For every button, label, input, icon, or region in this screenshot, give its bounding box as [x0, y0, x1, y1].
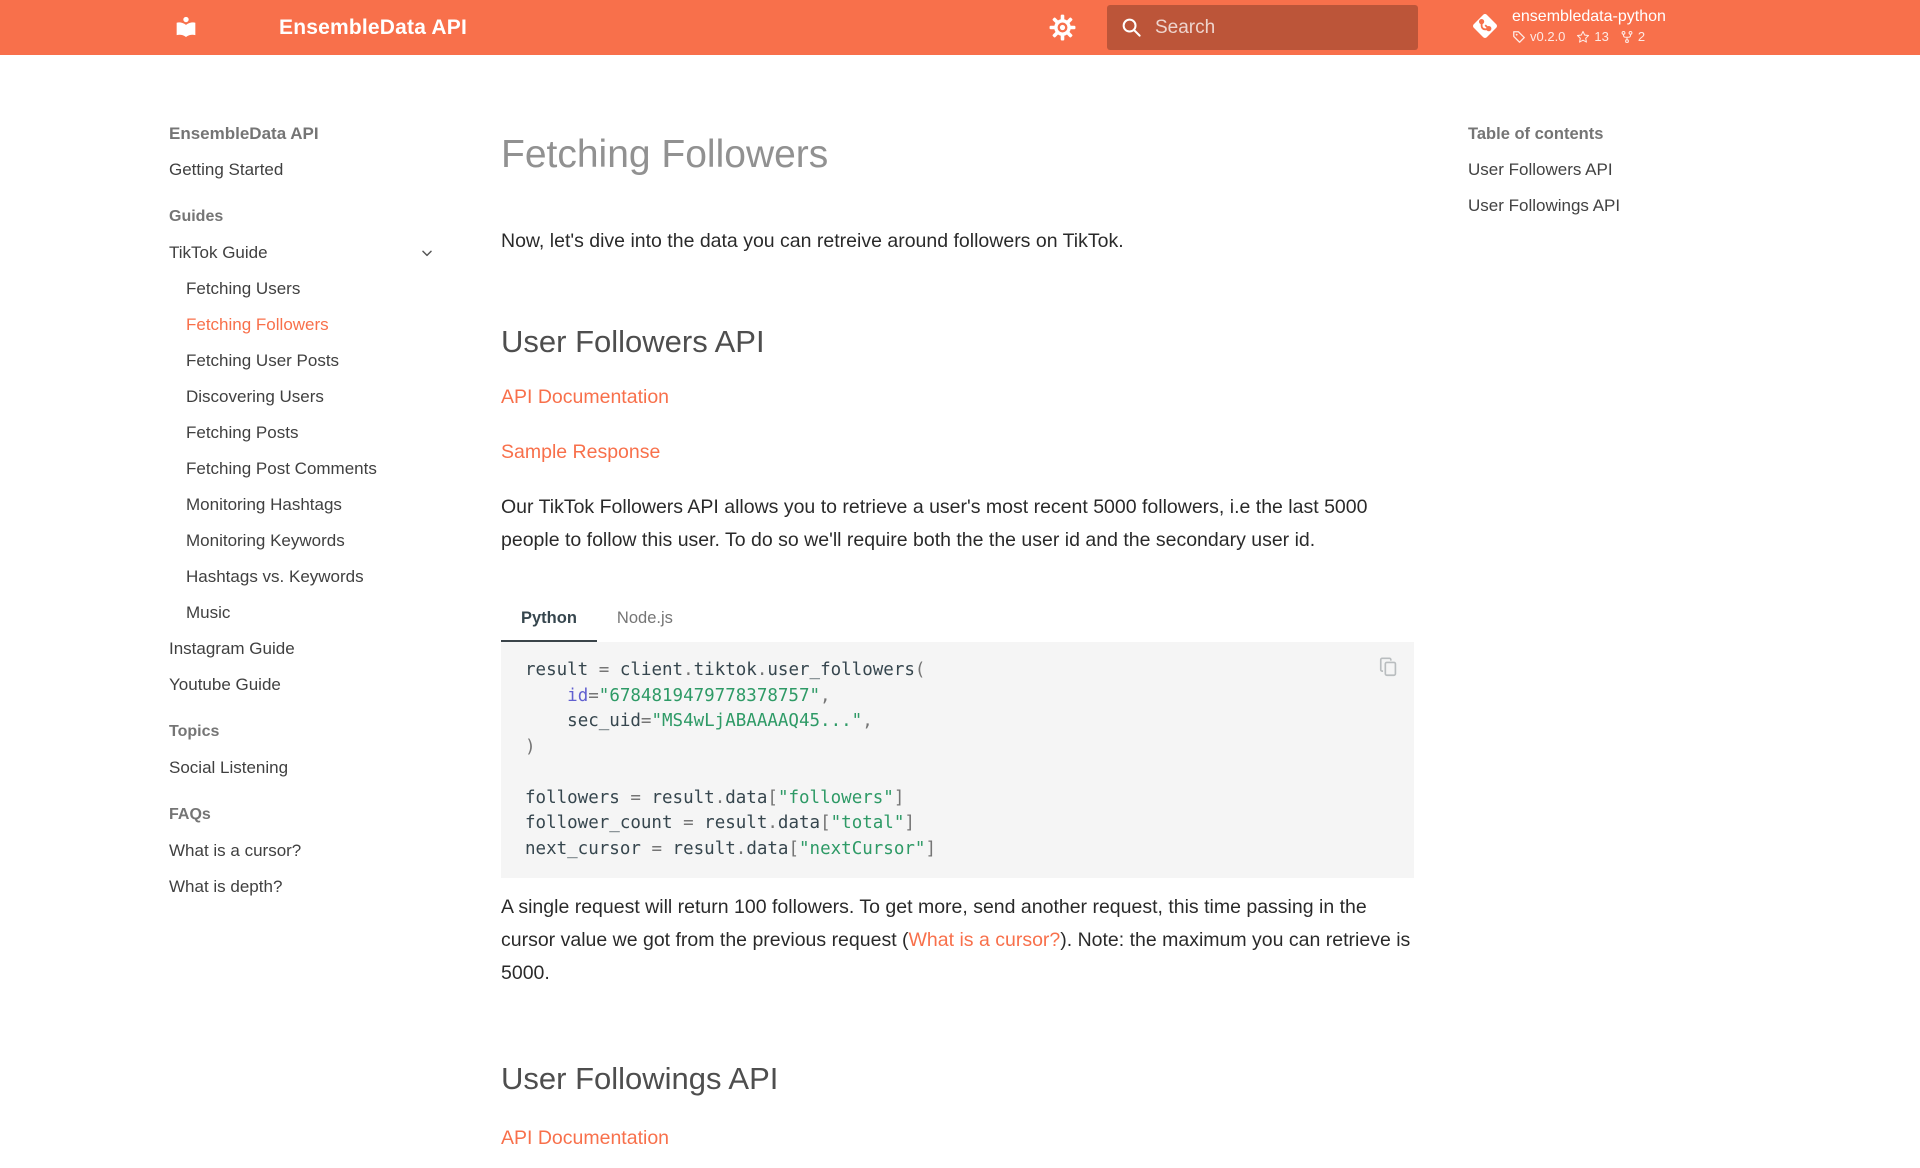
- sidebar-item-fetching-post-comments[interactable]: Fetching Post Comments: [186, 459, 377, 478]
- heading-user-followings-api: User Followings API: [501, 1061, 779, 1096]
- sidebar-item-topics: Topics: [169, 723, 220, 740]
- note-text-before: A single request will return 100 followers. To get more, send another request, this time passing in the cursor value we got from the previous request (: [501, 896, 1367, 951]
- tag-icon: [1512, 30, 1526, 44]
- sidebar-item-instagram-guide[interactable]: Instagram Guide: [169, 639, 295, 658]
- repo-version: v0.2.0: [1530, 29, 1566, 44]
- note-paragraph: [501, 891, 1414, 990]
- code-block-code: result = client.tiktok.user_followers( id="6784819479778378757", sec_uid="MS4wLjABAAAAQ45...", ) followers = result.data["followers"] follower_count = result.data["total"] next_cursor = result.data["nextCursor"]: [525, 660, 936, 859]
- sidebar-item-hashtags-vs-keywords[interactable]: Hashtags vs. Keywords: [186, 567, 364, 586]
- sidebar-item-music[interactable]: Music: [186, 603, 231, 622]
- repo-card[interactable]: [1470, 7, 1666, 44]
- main-content: [501, 0, 1414, 1155]
- tab-python[interactable]: Python: [501, 603, 597, 642]
- tab-nodejs[interactable]: Node.js: [616, 609, 673, 627]
- sidebar-item-guides: Guides: [169, 208, 224, 225]
- heading-user-followers-api: User Followers API: [501, 324, 765, 359]
- intro-paragraph: Now, let's dive into the data you can retreive around followers on TikTok.: [501, 230, 1124, 252]
- code-tabs: [501, 603, 1414, 642]
- site-title: EnsembleData API: [279, 16, 467, 39]
- sidebar-item-fetching-posts[interactable]: Fetching Posts: [186, 423, 299, 442]
- table-of-contents: [1468, 116, 1768, 224]
- sidebar-item-fetching-users[interactable]: Fetching Users: [186, 279, 301, 298]
- theme-toggle-brightness-icon[interactable]: [1049, 14, 1076, 41]
- sidebar-item-faqs: FAQs: [169, 806, 211, 823]
- repo-meta: [1512, 29, 1666, 44]
- sidebar-item-monitoring-keywords[interactable]: Monitoring Keywords: [186, 531, 345, 550]
- search-bar: [1107, 5, 1418, 50]
- page-title: Fetching Followers: [501, 133, 829, 176]
- code-block: [501, 642, 1414, 878]
- fork-icon: [1620, 30, 1634, 44]
- repo-stars: 13: [1594, 29, 1609, 44]
- star-icon: [1576, 30, 1590, 44]
- sidebar-item-fetching-followers[interactable]: Fetching Followers: [186, 315, 329, 334]
- sample-response-link[interactable]: Sample Response: [501, 441, 661, 463]
- repo-name: ensembledata-python: [1512, 8, 1666, 25]
- sidebar-item-youtube-guide[interactable]: Youtube Guide: [169, 675, 281, 694]
- api-documentation-link-2[interactable]: API Documentation: [501, 1127, 670, 1149]
- followers-description: Our TikTok Followers API allows you to retrieve a user's most recent 5000 followers, i.e the last 5000 people to follow this user. To do so we'll require both the the user id and the secondary user id.: [501, 496, 1368, 551]
- app-header: [0, 0, 1920, 55]
- copy-icon[interactable]: [1378, 656, 1400, 681]
- search-input[interactable]: [1107, 5, 1418, 50]
- sidebar: [169, 116, 441, 905]
- sidebar-item-getting-started[interactable]: Getting Started: [169, 160, 284, 179]
- note-text-after: ). Note: the maximum you can retrieve is 5000.: [501, 929, 1411, 984]
- toc-item-user-followers-api[interactable]: User Followers API: [1468, 160, 1613, 179]
- site-logo-reader-icon: [172, 13, 200, 41]
- sidebar-item-fetching-user-posts[interactable]: Fetching User Posts: [186, 351, 340, 370]
- sidebar-item-ensembledata-api[interactable]: EnsembleData API: [169, 124, 319, 143]
- sidebar-item-discovering-users[interactable]: Discovering Users: [186, 387, 324, 406]
- sidebar-item-social-listening[interactable]: Social Listening: [169, 758, 289, 777]
- chevron-down-icon: [419, 245, 435, 261]
- sidebar-item-monitoring-hashtags[interactable]: Monitoring Hashtags: [186, 495, 342, 514]
- sidebar-item-tiktok-guide[interactable]: TikTok Guide: [169, 235, 441, 271]
- sidebar-item-what-is-depth[interactable]: What is depth?: [169, 877, 283, 896]
- toc-item-user-followings-api[interactable]: User Followings API: [1468, 196, 1621, 215]
- repo-forks: 2: [1637, 29, 1646, 44]
- sidebar-item-what-is-a-cursor[interactable]: What is a cursor?: [169, 841, 302, 860]
- toc-title: Table of contents: [1468, 125, 1604, 143]
- git-repo-icon: [1470, 11, 1500, 41]
- api-documentation-link[interactable]: API Documentation: [501, 386, 670, 408]
- what-is-a-cursor-link[interactable]: What is a cursor?: [908, 929, 1061, 951]
